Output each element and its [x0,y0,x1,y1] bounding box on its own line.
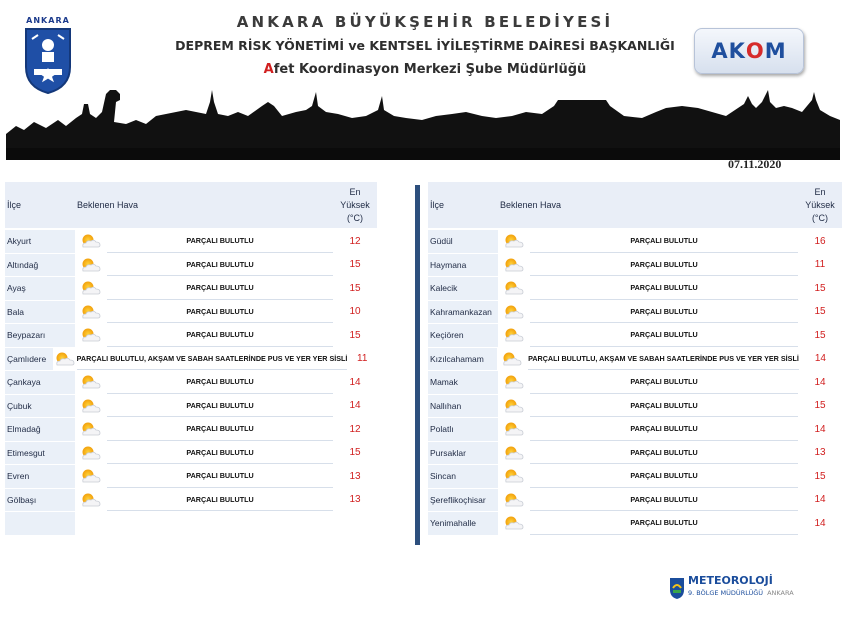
partly-cloudy-icon [75,301,107,324]
weather-description: PARÇALI BULUTLU [530,512,798,535]
table-body-right [428,230,842,536]
weather-description: PARÇALI BULUTLU, AKŞAM VE SABAH SAATLERİNDE PUS VE YER YER SİSLİ [77,348,348,371]
department-title: DEPREM RİSK YÖNETİMİ ve KENTSEL İYİLEŞTİRME DAİRESİ BAŞKANLIĞI [175,38,675,53]
column-header-temp-line3: (°C) [346,212,364,223]
empty-row [5,512,377,536]
table-row [428,277,842,301]
max-temperature: 14 [798,371,842,394]
district-name: Kahramankazan [428,301,498,324]
partly-cloudy-icon [498,395,530,418]
meteorology-logo [668,574,818,602]
akom-logo [694,28,804,74]
weather-description: PARÇALI BULUTLU [530,371,798,394]
max-temperature: 15 [333,324,377,347]
max-temperature: 11 [347,348,377,371]
district-name: Haymana [428,254,498,277]
table-row [5,442,377,466]
max-temperature: 13 [333,489,377,512]
ankara-skyline-image [6,82,840,160]
meteorology-subtitle [688,589,794,597]
partly-cloudy-icon [498,489,530,512]
table-row [428,418,842,442]
weather-description: PARÇALI BULUTLU [107,489,333,512]
max-temperature: 14 [333,395,377,418]
office-title-rest: fet Koordinasyon Merkezi Şube Müdürlüğü [273,62,587,77]
district-name: Evren [5,465,75,488]
meteorology-title: METEOROLOJİ [688,574,773,587]
partly-cloudy-icon [498,277,530,300]
district-name: Pursaklar [428,442,498,465]
report-date: 07.11.2020 [728,157,782,171]
weather-description: PARÇALI BULUTLU [107,371,333,394]
akom-logo-part2: O [745,39,765,63]
partly-cloudy-icon [498,254,530,277]
partly-cloudy-icon [75,324,107,347]
max-temperature: 12 [333,418,377,441]
weather-description: PARÇALI BULUTLU [107,395,333,418]
table-row [5,418,377,442]
max-temperature: 14 [798,418,842,441]
table-row [5,254,377,278]
column-header-district: İlçe [7,200,22,210]
partly-cloudy-icon [498,371,530,394]
table-header [5,182,377,230]
meteorology-city: ANKARA [767,589,794,597]
max-temperature: 15 [798,465,842,488]
district-name: Çubuk [5,395,75,418]
column-header-temperature [798,182,842,228]
partly-cloudy-icon [498,418,530,441]
partly-cloudy-icon [497,348,528,371]
weather-description: PARÇALI BULUTLU [107,442,333,465]
forecast-table-left [5,182,377,536]
weather-description: PARÇALI BULUTLU [530,489,798,512]
partly-cloudy-icon [498,512,530,535]
table-row [428,395,842,419]
max-temperature: 16 [798,230,842,253]
partly-cloudy-icon [498,324,530,347]
weather-description: PARÇALI BULUTLU, AKŞAM VE SABAH SAATLERİNDE PUS VE YER YER SİSLİ [528,348,799,371]
column-header-weather: Beklenen Hava [77,200,139,210]
weather-description: PARÇALI BULUTLU [530,418,798,441]
column-header-temp-line2: Yüksek [340,199,370,210]
district-name: Nallıhan [428,395,498,418]
district-name: Altındağ [5,254,75,277]
table-row [5,489,377,513]
max-temperature: 13 [333,465,377,488]
district-name: Şereflikoçhisar [428,489,498,512]
table-row [5,230,377,254]
column-header-temp-line1: En [349,186,361,197]
table-row [5,371,377,395]
district-name: Gölbaşı [5,489,75,512]
max-temperature: 15 [798,301,842,324]
table-header [428,182,842,230]
district-name: Çamlıdere [5,348,53,371]
max-temperature: 15 [333,442,377,465]
district-name: Yenimahalle [428,512,498,535]
table-row [5,395,377,419]
partly-cloudy-icon [75,371,107,394]
akom-logo-part1: AK [711,39,746,63]
table-row [428,230,842,254]
akom-logo-part3: M [764,39,787,63]
table-row [5,277,377,301]
column-divider [415,185,420,545]
table-body-left [5,230,377,536]
weather-description: PARÇALI BULUTLU [530,277,798,300]
table-row [428,324,842,348]
weather-description: PARÇALI BULUTLU [530,442,798,465]
district-name: Beypazarı [5,324,75,347]
column-header-temp-line3: (°C) [811,212,829,223]
partly-cloudy-icon [75,489,107,512]
table-row [428,512,842,536]
partly-cloudy-icon [75,277,107,300]
max-temperature: 14 [799,348,842,371]
weather-description: PARÇALI BULUTLU [530,230,798,253]
district-name: Çankaya [5,371,75,394]
max-temperature: 10 [333,301,377,324]
weather-description: PARÇALI BULUTLU [107,324,333,347]
weather-description: PARÇALI BULUTLU [107,254,333,277]
partly-cloudy-icon [75,230,107,253]
district-name: Kızılcahamam [428,348,497,371]
district-name: Bala [5,301,75,324]
district-name: Elmadağ [5,418,75,441]
weather-description: PARÇALI BULUTLU [107,277,333,300]
weather-description: PARÇALI BULUTLU [530,254,798,277]
column-header-temp-line1: En [814,186,826,197]
district-name: Keçiören [428,324,498,347]
district-name: Mamak [428,371,498,394]
partly-cloudy-icon [75,442,107,465]
column-header-district: İlçe [430,200,445,210]
partly-cloudy-icon [498,230,530,253]
weather-description: PARÇALI BULUTLU [530,324,798,347]
table-row [5,324,377,348]
max-temperature: 15 [798,395,842,418]
partly-cloudy-icon [498,465,530,488]
district-name: Ayaş [5,277,75,300]
table-row [428,301,842,325]
column-header-weather: Beklenen Hava [500,200,562,210]
district-name: Etimesgut [5,442,75,465]
table-row [428,254,842,278]
partly-cloudy-icon [75,418,107,441]
table-row [5,348,377,372]
table-row [428,442,842,466]
table-row [5,301,377,325]
district-name: Güdül [428,230,498,253]
max-temperature: 15 [333,254,377,277]
district-name: Polatlı [428,418,498,441]
table-row [428,465,842,489]
max-temperature: 14 [798,489,842,512]
forecast-table-right [428,182,842,536]
partly-cloudy-icon [75,254,107,277]
weather-description: PARÇALI BULUTLU [530,301,798,324]
max-temperature: 12 [333,230,377,253]
max-temperature: 13 [798,442,842,465]
district-name: Kalecik [428,277,498,300]
meteorology-office: 9. BÖLGE MÜDÜRLÜĞÜ [688,589,764,597]
max-temperature: 15 [333,277,377,300]
table-row [428,489,842,513]
weather-description: PARÇALI BULUTLU [107,465,333,488]
table-row [5,465,377,489]
partly-cloudy-icon [53,348,77,371]
partly-cloudy-icon [75,395,107,418]
column-header-temperature [333,182,377,228]
weather-description: PARÇALI BULUTLU [530,395,798,418]
weather-description: PARÇALI BULUTLU [107,301,333,324]
max-temperature: 15 [798,324,842,347]
table-row [428,348,842,372]
partly-cloudy-icon [498,442,530,465]
max-temperature: 14 [798,512,842,535]
weather-description: PARÇALI BULUTLU [107,418,333,441]
column-header-temp-line2: Yüksek [805,199,835,210]
weather-description: PARÇALI BULUTLU [530,465,798,488]
office-title-initial: A [263,62,274,77]
district-name: Akyurt [5,230,75,253]
logo-label: ANKARA [26,16,70,25]
max-temperature: 11 [798,254,842,277]
max-temperature: 15 [798,277,842,300]
weather-description: PARÇALI BULUTLU [107,230,333,253]
meteorology-emblem-icon [668,576,686,600]
municipality-title: ANKARA BÜYÜKŞEHİR BELEDİYESİ [236,13,614,31]
partly-cloudy-icon [498,301,530,324]
max-temperature: 14 [333,371,377,394]
district-name: Sincan [428,465,498,488]
table-row [428,371,842,395]
partly-cloudy-icon [75,465,107,488]
